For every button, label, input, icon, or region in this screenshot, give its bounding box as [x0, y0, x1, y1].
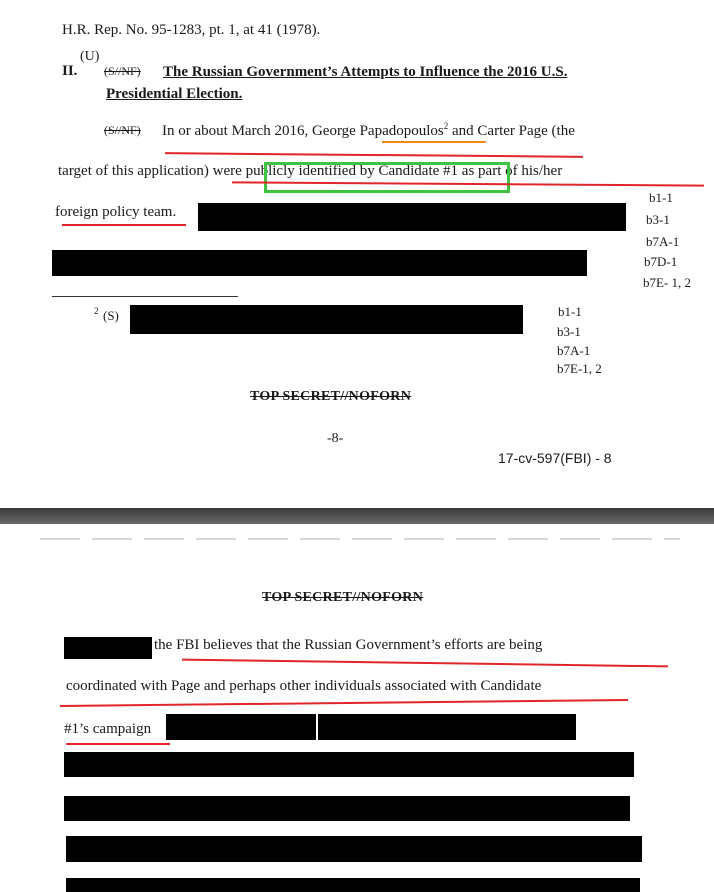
annotation-underline-6 — [66, 743, 170, 745]
paragraph-line-2-text-a: target of this application) were — [58, 163, 246, 179]
paragraph-line-1-text-b: and Carter Page (the — [448, 123, 575, 139]
document-page-9 — [0, 524, 714, 892]
redaction-block — [66, 836, 642, 862]
footnote-classification: (S) — [103, 308, 119, 323]
faint-bleed-through — [40, 538, 680, 540]
redaction-block — [52, 250, 587, 276]
highlighted-phrase: publicly identified by Candidate #1 — [245, 163, 459, 179]
redaction-block — [64, 796, 630, 821]
annotation-underline-5 — [60, 699, 628, 707]
redaction-block — [318, 714, 576, 740]
paragraph-classification-struck: (S//NF) — [104, 123, 141, 137]
page2-line-3: #1’s campaign — [64, 721, 152, 737]
classification-marking-header: TOP SECRET//NOFORN — [262, 590, 424, 605]
section-heading-line-2: Presidential Election. — [106, 86, 243, 102]
classification-marking-footer: TOP SECRET//NOFORN — [250, 389, 412, 404]
paragraph-line-2-text-b: as part of his/her — [458, 163, 563, 179]
footnote-ref-2: 2 — [443, 121, 449, 131]
section-classification-struck: (S//NF) — [104, 64, 141, 78]
section-number: II. — [62, 63, 78, 79]
annotation-underline-3 — [62, 224, 186, 226]
section-heading-line-1: The Russian Government’s Attempts to Influence the 2016 U.S. — [163, 64, 568, 80]
highlight-box — [264, 162, 510, 193]
footnote-number: 2 — [94, 306, 99, 316]
exemption-code: b7E- 1, 2 — [643, 275, 692, 290]
paragraph-line-3: foreign policy team. — [55, 204, 177, 220]
exemption-code: b7D-1 — [644, 254, 678, 269]
exemption-code: b1-1 — [649, 190, 673, 205]
page2-line-1: the FBI believes that the Russian Government’s efforts are being — [154, 637, 543, 653]
redaction-block — [130, 305, 523, 334]
papadopoulos-name: Papadopoulos — [359, 123, 444, 139]
exemption-code: b7E-1, 2 — [557, 361, 602, 376]
papadopoulos-underline — [382, 141, 486, 143]
paragraph-line-1-text-a: In or about March 2016, George — [162, 123, 360, 139]
section-classification-u: (U) — [80, 49, 100, 64]
exemption-code: b7A-1 — [646, 234, 680, 249]
redaction-block — [64, 637, 152, 659]
footnote-separator — [52, 296, 238, 297]
exemption-code: b3-1 — [557, 324, 581, 339]
citation-line: H.R. Rep. No. 95-1283, pt. 1, at 41 (1978). — [62, 22, 321, 38]
annotation-underline-4 — [182, 659, 668, 668]
bates-number: 17-cv-597(FBI) - 8 — [498, 450, 612, 466]
page-separator — [0, 508, 714, 524]
annotation-underline-1 — [165, 152, 583, 158]
redaction-block — [166, 714, 316, 740]
redaction-block — [64, 752, 634, 777]
exemption-code: b1-1 — [558, 304, 582, 319]
redaction-block — [66, 878, 640, 892]
paragraph-line-1 — [162, 121, 575, 140]
redaction-block — [198, 203, 626, 231]
page2-line-2: coordinated with Page and perhaps other individuals associated with Candidate — [66, 678, 542, 694]
exemption-code: b7A-1 — [557, 343, 591, 358]
exemption-code: b3-1 — [646, 212, 670, 227]
page-number: -8- — [327, 431, 344, 446]
